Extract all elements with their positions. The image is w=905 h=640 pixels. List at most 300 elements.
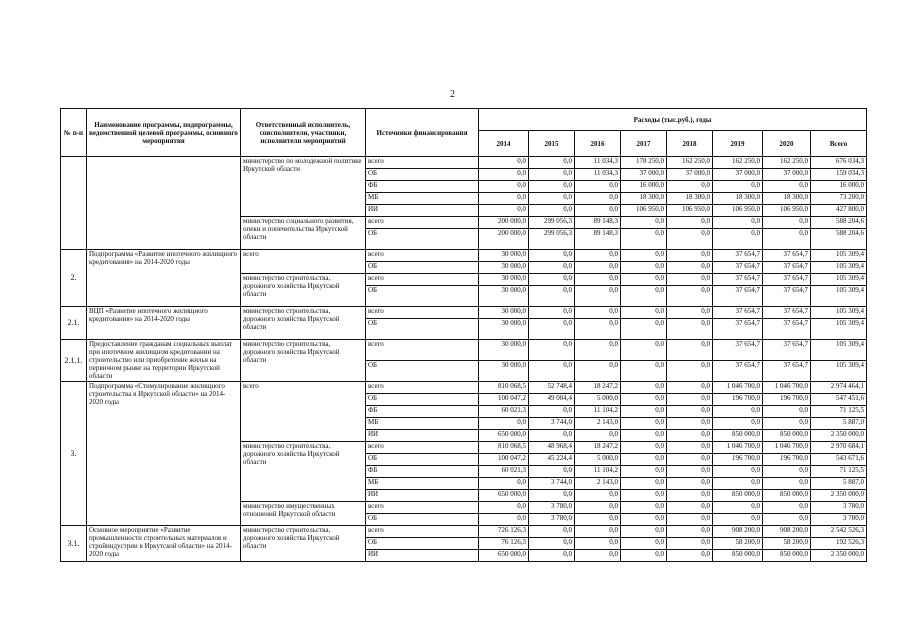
year-value: 0,0 [667, 274, 713, 286]
year-value: 37 654,7 [713, 319, 763, 340]
year-value: 37 654,7 [763, 361, 811, 382]
total-value: 427 800,0 [811, 205, 867, 217]
year-value: 850 000,0 [713, 490, 763, 502]
funding-source: ИИ [366, 430, 479, 442]
year-value: 0,0 [621, 262, 667, 274]
year-value: 0,0 [575, 262, 621, 274]
total-value: 547 451,6 [811, 394, 867, 406]
funding-source: МБ [366, 193, 479, 205]
funding-source: ФБ [366, 181, 479, 193]
total-value: 105 309,4 [811, 274, 867, 286]
year-value: 30 000,0 [479, 319, 529, 340]
year-value: 200 000,0 [479, 229, 529, 250]
funding-source: ФБ [366, 406, 479, 418]
year-value: 0,0 [621, 217, 667, 229]
year-value: 0,0 [529, 490, 575, 502]
year-value: 106 950,0 [763, 205, 811, 217]
year-value: 0,0 [621, 229, 667, 250]
year-value: 0,0 [713, 181, 763, 193]
year-value: 0,0 [529, 526, 575, 538]
year-value: 0,0 [529, 181, 575, 193]
funding-source: ОБ [366, 319, 479, 340]
year-value: 0,0 [621, 526, 667, 538]
header-year: Всего [811, 131, 867, 157]
total-value: 105 309,4 [811, 340, 867, 361]
year-value: 0,0 [713, 418, 763, 430]
year-value: 1 046 700,0 [763, 382, 811, 394]
year-value: 0,0 [667, 340, 713, 361]
year-value: 30 000,0 [479, 340, 529, 361]
year-value: 11 104,2 [575, 406, 621, 418]
year-value: 0,0 [667, 490, 713, 502]
year-value: 58 200,0 [763, 538, 811, 550]
year-value: 178 250,0 [621, 157, 667, 169]
year-value: 0,0 [529, 307, 575, 319]
year-value: 100 047,2 [479, 454, 529, 466]
year-value: 3 744,0 [529, 478, 575, 490]
program-name: Подпрограмма «Стимулирование жилищного строительства в Иркутской области» на 2014-2020 годы [87, 382, 241, 526]
year-value: 0,0 [621, 382, 667, 394]
year-value: 0,0 [763, 466, 811, 478]
financing-table [60, 108, 867, 562]
table-header [61, 109, 867, 157]
year-value: 0,0 [575, 250, 621, 262]
funding-source: ОБ [366, 262, 479, 274]
year-value: 37 654,7 [763, 319, 811, 340]
year-value: 37 654,7 [763, 274, 811, 286]
year-value: 0,0 [621, 307, 667, 319]
year-value: 76 126,3 [479, 538, 529, 550]
year-value: 11 034,3 [575, 169, 621, 181]
year-value: 0,0 [621, 340, 667, 361]
year-value: 37 654,7 [713, 307, 763, 319]
total-value: 2 350 000,0 [811, 550, 867, 562]
year-value: 89 148,3 [575, 217, 621, 229]
year-value: 18 247,2 [575, 442, 621, 454]
year-value: 0,0 [667, 382, 713, 394]
year-value: 60 021,3 [479, 466, 529, 478]
year-value: 850 000,0 [763, 490, 811, 502]
year-value: 100 047,2 [479, 394, 529, 406]
year-value: 3 780,0 [529, 514, 575, 526]
year-value: 0,0 [575, 550, 621, 562]
year-value: 0,0 [713, 502, 763, 514]
year-value: 37 654,7 [713, 361, 763, 382]
year-value: 0,0 [621, 361, 667, 382]
year-value: 0,0 [529, 550, 575, 562]
year-value: 0,0 [575, 361, 621, 382]
year-value: 18 300,0 [667, 193, 713, 205]
row-number: 2.1.1. [61, 340, 87, 382]
year-value: 650 000,0 [479, 430, 529, 442]
year-value: 37 654,7 [713, 274, 763, 286]
header-sources: Источники финансирования [366, 109, 479, 157]
funding-source: МБ [366, 478, 479, 490]
year-value: 0,0 [575, 193, 621, 205]
year-value: 0,0 [479, 169, 529, 181]
year-value: 37 654,7 [763, 307, 811, 319]
funding-source: ОБ [366, 454, 479, 466]
year-value: 0,0 [667, 502, 713, 514]
year-value: 0,0 [667, 514, 713, 526]
row-number: 3.1. [61, 526, 87, 562]
year-value: 0,0 [763, 217, 811, 229]
total-value: 73 200,0 [811, 193, 867, 205]
year-value: 0,0 [621, 394, 667, 406]
year-value: 0,0 [479, 157, 529, 169]
year-value: 196 700,0 [713, 454, 763, 466]
total-value: 543 671,6 [811, 454, 867, 466]
year-value: 0,0 [667, 361, 713, 382]
year-value: 11 034,3 [575, 157, 621, 169]
year-value: 0,0 [621, 478, 667, 490]
year-value: 37 000,0 [621, 169, 667, 181]
funding-source: всего [366, 340, 479, 361]
year-value: 0,0 [479, 514, 529, 526]
year-value: 0,0 [575, 430, 621, 442]
year-value: 0,0 [763, 418, 811, 430]
year-value: 0,0 [529, 361, 575, 382]
program-name: Предоставление гражданам социальных выплат при ипотечном жилищном кредитовании на строительство или приобретение жилья на первичном рынке на территории Иркутской области [87, 340, 241, 382]
funding-source: ОБ [366, 394, 479, 406]
year-value: 0,0 [667, 307, 713, 319]
header-year: 2014 [479, 131, 529, 157]
year-value: 299 056,3 [529, 217, 575, 229]
total-value: 588 204,6 [811, 217, 867, 229]
year-value: 726 126,3 [479, 526, 529, 538]
executor-name: министерство строительства, дорожного хозяйства Иркутской области [241, 307, 366, 340]
year-value: 0,0 [479, 193, 529, 205]
year-value: 0,0 [529, 274, 575, 286]
year-value: 810 068,5 [479, 382, 529, 394]
year-value: 0,0 [529, 169, 575, 181]
year-value: 196 700,0 [713, 394, 763, 406]
year-value: 37 000,0 [713, 169, 763, 181]
year-value: 0,0 [667, 262, 713, 274]
year-value: 0,0 [529, 430, 575, 442]
executor-name: министерство строительства, дорожного хозяйства Иркутской области [241, 274, 366, 307]
year-value: 0,0 [621, 430, 667, 442]
year-value: 0,0 [667, 406, 713, 418]
year-value: 0,0 [667, 466, 713, 478]
year-value: 37 654,7 [763, 286, 811, 307]
year-value: 0,0 [529, 205, 575, 217]
year-value: 0,0 [479, 181, 529, 193]
year-value: 30 000,0 [479, 307, 529, 319]
year-value: 106 950,0 [713, 205, 763, 217]
year-value: 0,0 [667, 286, 713, 307]
table-body [61, 157, 867, 562]
year-value: 60 021,3 [479, 406, 529, 418]
funding-source: ОБ [366, 538, 479, 550]
year-value: 0,0 [667, 442, 713, 454]
program-name: Подпрограмма «Развитие ипотечного жилищного кредитования» на 2014-2020 годы [87, 250, 241, 307]
year-value: 37 654,7 [763, 340, 811, 361]
funding-source: всего [366, 442, 479, 454]
total-value: 5 887,0 [811, 418, 867, 430]
year-value: 0,0 [667, 538, 713, 550]
year-value: 0,0 [667, 418, 713, 430]
year-value: 0,0 [479, 418, 529, 430]
year-value: 58 200,0 [713, 538, 763, 550]
year-value: 37 000,0 [667, 169, 713, 181]
funding-source: всего [366, 526, 479, 538]
year-value: 1 046 700,0 [763, 442, 811, 454]
total-value: 2 970 684,1 [811, 442, 867, 454]
year-value: 0,0 [667, 478, 713, 490]
year-value: 196 700,0 [763, 454, 811, 466]
year-value: 0,0 [529, 262, 575, 274]
year-value: 0,0 [667, 454, 713, 466]
year-value: 0,0 [713, 478, 763, 490]
funding-source: всего [366, 217, 479, 229]
executor-name: всего [241, 382, 366, 442]
total-value: 105 309,4 [811, 250, 867, 262]
year-value: 18 300,0 [713, 193, 763, 205]
year-value: 0,0 [575, 274, 621, 286]
total-value: 105 309,4 [811, 319, 867, 340]
year-value: 0,0 [529, 193, 575, 205]
table-row [61, 307, 867, 319]
table-row [61, 526, 867, 538]
year-value: 3 780,0 [529, 502, 575, 514]
funding-source: МБ [366, 418, 479, 430]
year-value: 0,0 [529, 157, 575, 169]
year-value: 0,0 [575, 526, 621, 538]
year-value: 908 200,0 [713, 526, 763, 538]
total-value: 5 887,0 [811, 478, 867, 490]
program-name [87, 157, 241, 250]
year-value: 0,0 [763, 181, 811, 193]
header-year: 2019 [713, 131, 763, 157]
year-value: 0,0 [621, 490, 667, 502]
year-value: 2 143,0 [575, 418, 621, 430]
executor-name: министерство строительства, дорожного хозяйства Иркутской области [241, 340, 366, 382]
year-value: 0,0 [667, 181, 713, 193]
funding-source: ОБ [366, 514, 479, 526]
total-value: 2 542 526,3 [811, 526, 867, 538]
header-expenses: Расходы (тыс.руб.), годы [479, 109, 867, 131]
funding-source: всего [366, 382, 479, 394]
year-value: 0,0 [621, 514, 667, 526]
year-value: 650 000,0 [479, 490, 529, 502]
header-program: Наименование программы, подпрограммы, ведомственной целевой программы, основного мероприятия [87, 109, 241, 157]
total-value: 3 780,0 [811, 502, 867, 514]
year-value: 810 068,5 [479, 442, 529, 454]
year-value: 3 744,0 [529, 418, 575, 430]
year-value: 0,0 [621, 442, 667, 454]
year-value: 162 250,0 [667, 157, 713, 169]
year-value: 30 000,0 [479, 274, 529, 286]
executor-name: всего [241, 250, 366, 274]
funding-source: ОБ [366, 361, 479, 382]
year-value: 0,0 [621, 550, 667, 562]
year-value: 908 200,0 [763, 526, 811, 538]
year-value: 0,0 [621, 454, 667, 466]
header-year: 2015 [529, 131, 575, 157]
year-value: 650 000,0 [479, 550, 529, 562]
executor-name: министерство социального развития, опеки и попечительства Иркутской области [241, 217, 366, 250]
header-executor: Ответственный исполнитель, соисполнители, участники, исполнители мероприятий [241, 109, 366, 157]
year-value: 0,0 [529, 250, 575, 262]
funding-source: ОБ [366, 286, 479, 307]
row-number: 3. [61, 382, 87, 526]
row-number: 2. [61, 250, 87, 307]
year-value: 0,0 [667, 550, 713, 562]
year-value: 0,0 [621, 250, 667, 262]
funding-source: ИИ [366, 205, 479, 217]
year-value: 0,0 [763, 502, 811, 514]
year-value: 850 000,0 [713, 430, 763, 442]
total-value: 105 309,4 [811, 262, 867, 274]
total-value: 2 350 000,0 [811, 490, 867, 502]
year-value: 1 046 700,0 [713, 442, 763, 454]
year-value: 37 654,7 [713, 340, 763, 361]
year-value: 0,0 [667, 229, 713, 250]
year-value: 0,0 [529, 406, 575, 418]
year-value: 0,0 [713, 514, 763, 526]
year-value: 30 000,0 [479, 250, 529, 262]
year-value: 299 056,3 [529, 229, 575, 250]
year-value: 850 000,0 [713, 550, 763, 562]
funding-source: ИИ [366, 550, 479, 562]
year-value: 0,0 [621, 466, 667, 478]
year-value: 0,0 [529, 466, 575, 478]
year-value: 0,0 [575, 340, 621, 361]
year-value: 0,0 [575, 490, 621, 502]
year-value: 0,0 [713, 406, 763, 418]
funding-source: всего [366, 157, 479, 169]
year-value: 0,0 [713, 466, 763, 478]
total-value: 71 125,5 [811, 406, 867, 418]
year-value: 0,0 [667, 319, 713, 340]
table-row [61, 382, 867, 394]
year-value: 0,0 [575, 502, 621, 514]
year-value: 0,0 [575, 181, 621, 193]
year-value: 2 143,0 [575, 478, 621, 490]
total-value: 105 309,4 [811, 286, 867, 307]
funding-source: ОБ [366, 229, 479, 250]
year-value: 0,0 [667, 526, 713, 538]
year-value: 0,0 [529, 340, 575, 361]
year-value: 0,0 [713, 217, 763, 229]
year-value: 30 000,0 [479, 361, 529, 382]
year-value: 0,0 [667, 430, 713, 442]
year-value: 16 000,0 [621, 181, 667, 193]
year-value: 0,0 [763, 406, 811, 418]
header-no: № п-п [61, 109, 87, 157]
year-value: 18 300,0 [621, 193, 667, 205]
year-value: 37 654,7 [713, 286, 763, 307]
executor-name: министерство имущественных отношений Иркутской области [241, 502, 366, 526]
year-value: 0,0 [529, 538, 575, 550]
year-value: 0,0 [667, 250, 713, 262]
year-value: 106 950,0 [621, 205, 667, 217]
table-row [61, 157, 867, 169]
year-value: 0,0 [667, 394, 713, 406]
year-value: 11 104,2 [575, 466, 621, 478]
year-value: 0,0 [575, 514, 621, 526]
year-value: 0,0 [575, 319, 621, 340]
total-value: 105 309,4 [811, 307, 867, 319]
funding-source: всего [366, 307, 479, 319]
total-value: 588 204,6 [811, 229, 867, 250]
header-year: 2017 [621, 131, 667, 157]
year-value: 0,0 [713, 229, 763, 250]
year-value: 850 000,0 [763, 550, 811, 562]
row-number [61, 157, 87, 250]
year-value: 5 000,0 [575, 454, 621, 466]
year-value: 18 300,0 [763, 193, 811, 205]
year-value: 52 748,4 [529, 382, 575, 394]
total-value: 16 000,0 [811, 181, 867, 193]
program-name: ВЦП «Развитие ипотечного жилищного кредитования» на 2014-2020 годы [87, 307, 241, 340]
year-value: 0,0 [763, 229, 811, 250]
total-value: 159 034,3 [811, 169, 867, 181]
year-value: 0,0 [575, 286, 621, 307]
total-value: 3 780,0 [811, 514, 867, 526]
year-value: 49 004,4 [529, 394, 575, 406]
year-value: 0,0 [529, 286, 575, 307]
year-value: 0,0 [621, 274, 667, 286]
header-year: 2020 [763, 131, 811, 157]
executor-name: министерство по молодежной политике Иркутской области [241, 157, 366, 217]
year-value: 45 224,4 [529, 454, 575, 466]
year-value: 0,0 [575, 307, 621, 319]
funding-source: ФБ [366, 466, 479, 478]
year-value: 89 148,3 [575, 229, 621, 250]
year-value: 37 654,7 [713, 262, 763, 274]
executor-name: министерство строительства, дорожного хозяйства Иркутской области [241, 442, 366, 502]
year-value: 37 654,7 [713, 250, 763, 262]
total-value: 192 526,3 [811, 538, 867, 550]
total-value: 2 350 000,0 [811, 430, 867, 442]
table-row [61, 250, 867, 262]
header-year: 2016 [575, 131, 621, 157]
year-value: 37 000,0 [763, 169, 811, 181]
year-value: 37 654,7 [763, 250, 811, 262]
page-number: 2 [450, 89, 455, 100]
year-value: 0,0 [529, 319, 575, 340]
year-value: 48 968,4 [529, 442, 575, 454]
total-value: 2 974 464,1 [811, 382, 867, 394]
year-value: 1 046 700,0 [713, 382, 763, 394]
year-value: 200 000,0 [479, 217, 529, 229]
year-value: 0,0 [621, 286, 667, 307]
year-value: 0,0 [479, 478, 529, 490]
year-value: 0,0 [575, 205, 621, 217]
total-value: 105 309,4 [811, 361, 867, 382]
table-row [61, 340, 867, 361]
year-value: 5 000,0 [575, 394, 621, 406]
year-value: 0,0 [621, 319, 667, 340]
funding-source: всего [366, 274, 479, 286]
year-value: 106 950,0 [667, 205, 713, 217]
year-value: 850 000,0 [763, 430, 811, 442]
year-value: 196 700,0 [763, 394, 811, 406]
funding-source: ИИ [366, 490, 479, 502]
year-value: 0,0 [621, 538, 667, 550]
funding-source: ОБ [366, 169, 479, 181]
executor-name: министерство строительства, дорожного хозяйства Иркутской области [241, 526, 366, 562]
year-value: 0,0 [763, 478, 811, 490]
year-value: 0,0 [479, 205, 529, 217]
year-value: 0,0 [479, 502, 529, 514]
header-year: 2018 [667, 131, 713, 157]
year-value: 0,0 [621, 406, 667, 418]
year-value: 18 247,2 [575, 382, 621, 394]
year-value: 30 000,0 [479, 262, 529, 274]
